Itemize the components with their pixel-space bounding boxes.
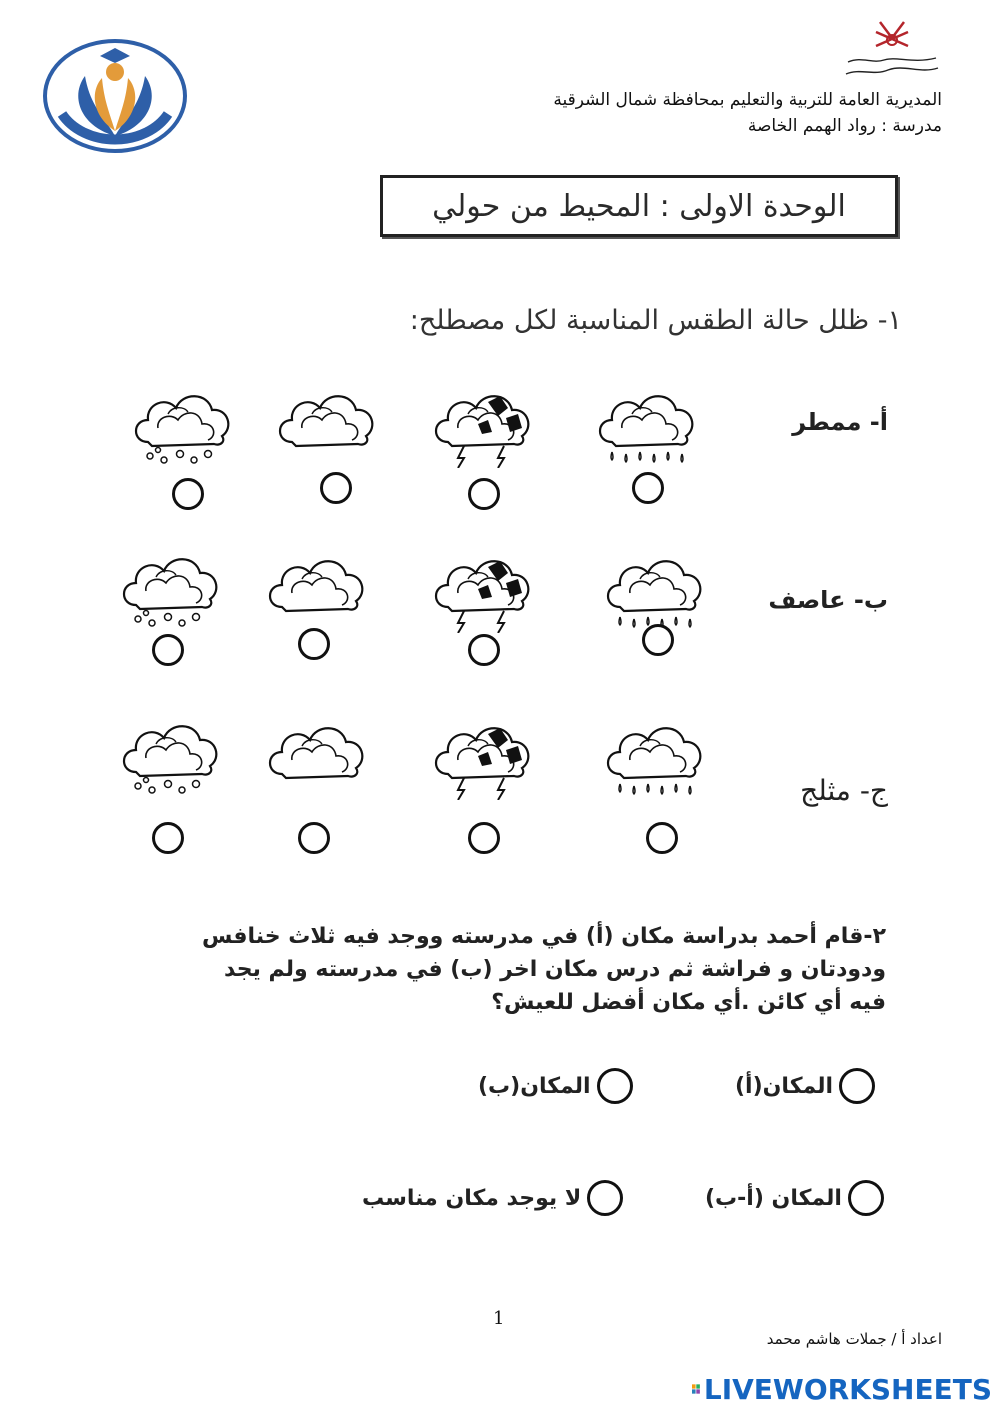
rain-cloud-icon <box>592 380 704 468</box>
answer-circle-rainy-rain[interactable] <box>632 472 664 504</box>
school-logo <box>40 36 190 156</box>
answer-circle-rainy-snow[interactable] <box>172 478 204 510</box>
liveworksheets-brand[interactable] <box>692 1372 992 1406</box>
question2-prompt: ٢-قام أحمد بدراسة مكان (أ) في مدرسته ووجد فيه ثلاث خنافس ودودتان و فراشة ثم درس مكان اخر (ب) في مدرسته ولم يجد فيه أي كائن .أي مكان أفضل للعيش؟ <box>202 924 886 1015</box>
prepared-by: اعداد أ / جملات هاشم محمد <box>766 1330 942 1348</box>
radio-none[interactable] <box>587 1180 623 1216</box>
snow-cloud-icon <box>128 380 240 468</box>
snow-cloud-icon <box>116 710 228 798</box>
answer-circle-windy-cloudy[interactable] <box>298 628 330 660</box>
answer-circle-snowy-rain[interactable] <box>646 822 678 854</box>
radio-place-b[interactable] <box>597 1068 633 1104</box>
school-name-line: مدرسة : رواد الهمم الخاصة <box>747 116 942 136</box>
liveworksheets-wordmark: LIVEWORKSHEETS <box>703 1372 992 1406</box>
option-none[interactable] <box>362 1180 623 1216</box>
answer-circle-snowy-storm[interactable] <box>468 822 500 854</box>
cloudy-icon <box>262 712 374 800</box>
radio-place-a[interactable] <box>839 1068 875 1104</box>
term-snowy: ج- مثلج <box>800 774 888 807</box>
thunderstorm-icon <box>428 545 540 633</box>
rain-cloud-icon <box>600 712 712 800</box>
unit-title: الوحدة الاولى : المحيط من حولي <box>432 188 846 224</box>
option-place-a-label: المكان(أ) <box>735 1073 834 1099</box>
unit-title-box <box>380 175 898 237</box>
cloudy-icon <box>262 545 374 633</box>
option-place-b[interactable] <box>478 1068 633 1104</box>
thunderstorm-icon <box>428 712 540 800</box>
page-number: 1 <box>493 1308 505 1329</box>
option-none-label: لا يوجد مكان مناسب <box>362 1185 582 1211</box>
radio-place-ab[interactable] <box>848 1180 884 1216</box>
cloudy-icon <box>272 380 384 468</box>
answer-circle-windy-storm[interactable] <box>468 634 500 666</box>
option-place-ab-label: المكان (أ-ب) <box>705 1185 842 1211</box>
snow-cloud-icon <box>116 543 228 631</box>
answer-circle-snowy-snow[interactable] <box>152 822 184 854</box>
ministry-emblem <box>842 18 942 80</box>
option-place-a[interactable] <box>735 1068 875 1104</box>
term-windy: ب- عاصف <box>768 586 888 614</box>
rain-cloud-icon <box>600 545 712 633</box>
answer-circle-windy-rain[interactable] <box>642 624 674 656</box>
option-place-ab[interactable] <box>705 1180 884 1216</box>
directorate-line: المديرية العامة للتربية والتعليم بمحافظة شمال الشرقية <box>553 90 942 110</box>
answer-circle-rainy-storm[interactable] <box>468 478 500 510</box>
answer-circle-rainy-cloudy[interactable] <box>320 472 352 504</box>
answer-circle-windy-snow[interactable] <box>152 634 184 666</box>
question1-prompt: ١- ظلل حالة الطقس المناسبة لكل مصطلح: <box>409 305 902 336</box>
liveworksheets-logo-icon <box>692 1376 700 1402</box>
thunderstorm-icon <box>428 380 540 468</box>
term-rainy: أ- ممطر <box>792 408 888 436</box>
option-place-b-label: المكان(ب) <box>478 1073 591 1099</box>
answer-circle-snowy-cloudy[interactable] <box>298 822 330 854</box>
